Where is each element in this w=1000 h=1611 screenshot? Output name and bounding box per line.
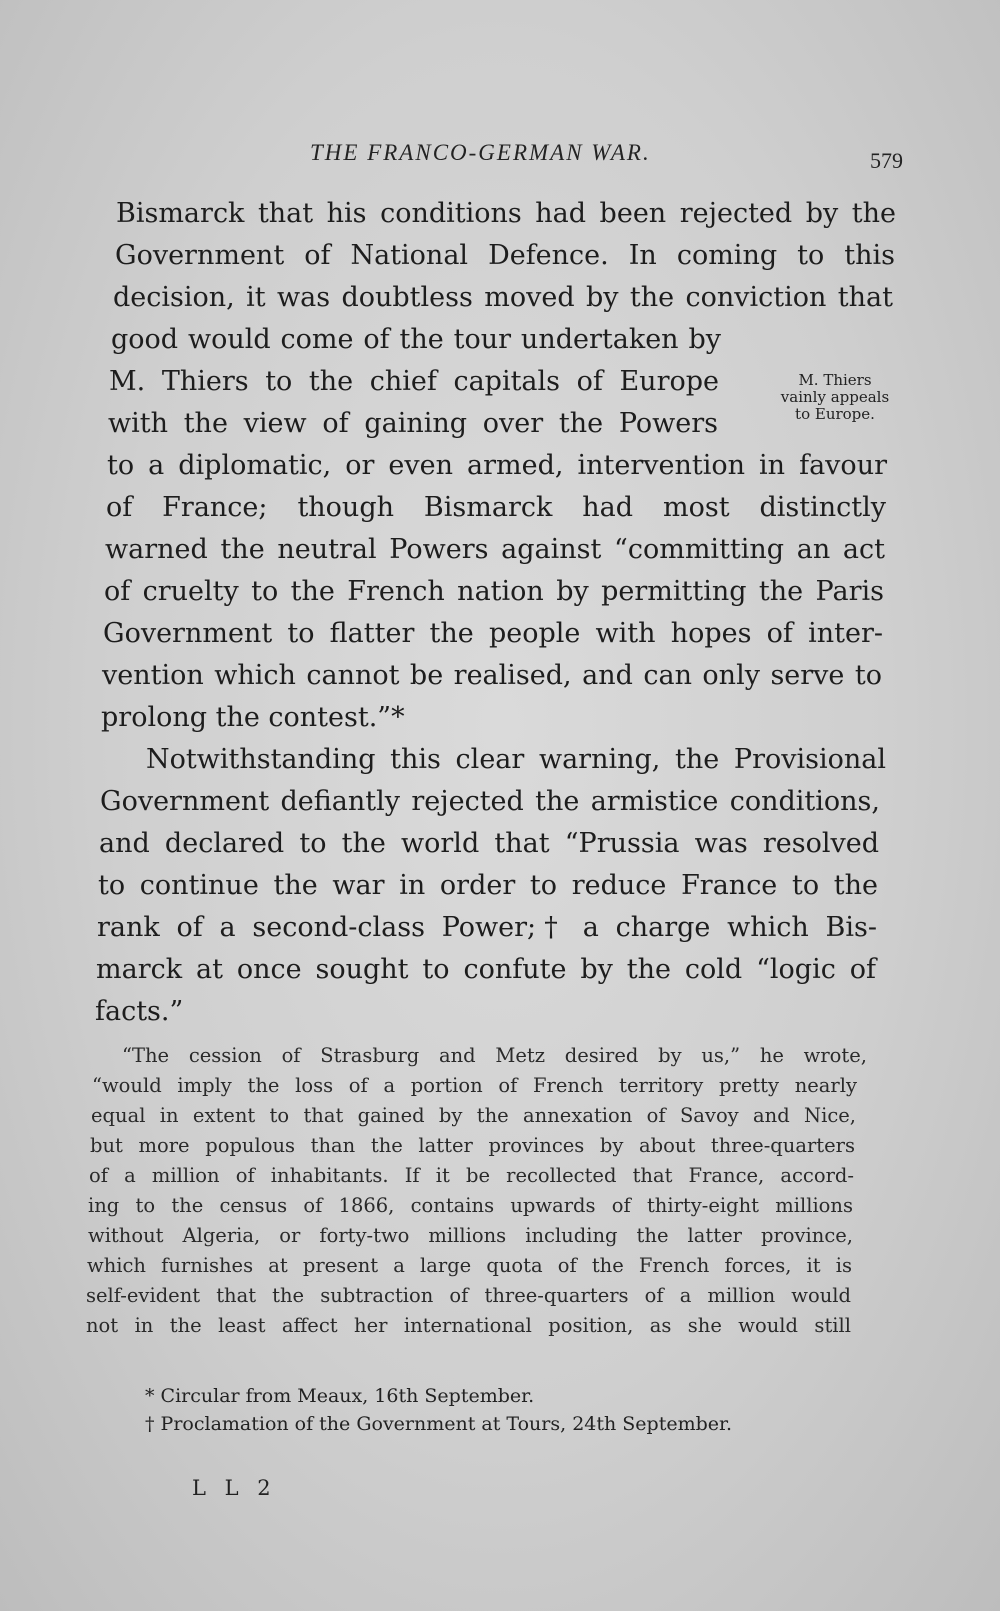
footnote: * Circular from Meaux, 16th September. [145,1385,535,1407]
body-line: M. Thiers to the chief capitals of Europe [109,366,719,397]
quote-line: but more populous than the latter provinces by about three-quarters [90,1134,855,1157]
quote-line: equal in extent to that gained by the annexation of Savoy and Nice, [91,1104,856,1127]
body-line: Government of National Defence. In coming to this [115,240,895,271]
quote-line: of a million of inhabitants. If it be recollected that France, accord- [89,1164,854,1187]
body-line: good would come of the tour undertaken by [111,324,721,355]
running-head: THE FRANCO-GERMAN WAR. [310,140,651,165]
body-line: rank of a second-class Power;† a charge which Bis- [97,912,877,943]
quote-line: ing to the census of 1866, contains upwards of thirty-eight millions [88,1194,853,1217]
body-line: to a diplomatic, or even armed, intervention in favour [107,450,887,481]
quote-line: without Algeria, or forty-two millions including the latter province, [88,1224,853,1247]
body-line: with the view of gaining over the Powers [108,408,718,439]
quote-line: which furnishes at present a large quota of the French forces, it is [87,1254,852,1277]
footnote: † Proclamation of the Government at Tours, 24th September. [145,1413,733,1435]
quote-line: “The cession of Strasburg and Metz desired by us,” he wrote, [122,1044,867,1067]
body-line: and declared to the world that “Prussia was resolved [99,828,879,859]
quote-line: “would imply the loss of a portion of French territory pretty nearly [92,1074,857,1097]
body-line: of cruelty to the French nation by permitting the Paris [104,576,884,607]
quote-line: not in the least affect her international position, as she would still [86,1314,851,1337]
body-line: decision, it was doubtless moved by the conviction that [113,282,893,313]
margin-note-line: to Europe. [795,405,875,423]
page-number: 579 [870,148,903,173]
body-line: to continue the war in order to reduce France to the [98,870,878,901]
margin-note-line: M. Thiers [798,371,872,389]
margin-note [760,372,910,423]
body-line: vention which cannot be realised, and can only serve to [102,660,882,691]
body-line: Government to flatter the people with hopes of inter- [103,618,883,649]
body-line: marck at once sought to confute by the cold “logic of [96,954,876,985]
body-line: Government defiantly rejected the armistice conditions, [100,786,880,817]
body-line: Notwithstanding this clear warning, the Provisional [146,744,886,775]
body-line: Bismarck that his conditions had been rejected by the [116,198,896,229]
body-line: of France; though Bismarck had most distinctly [106,492,886,523]
quote-line: self-evident that the subtraction of three-quarters of a million would [86,1284,851,1307]
body-line: prolong the contest.”* [101,702,405,733]
body-line: facts.” [95,996,184,1027]
margin-note-line: vainly appeals [780,388,890,406]
body-line: warned the neutral Powers against “committing an act [105,534,885,565]
signature-mark: L L 2 [192,1476,277,1500]
